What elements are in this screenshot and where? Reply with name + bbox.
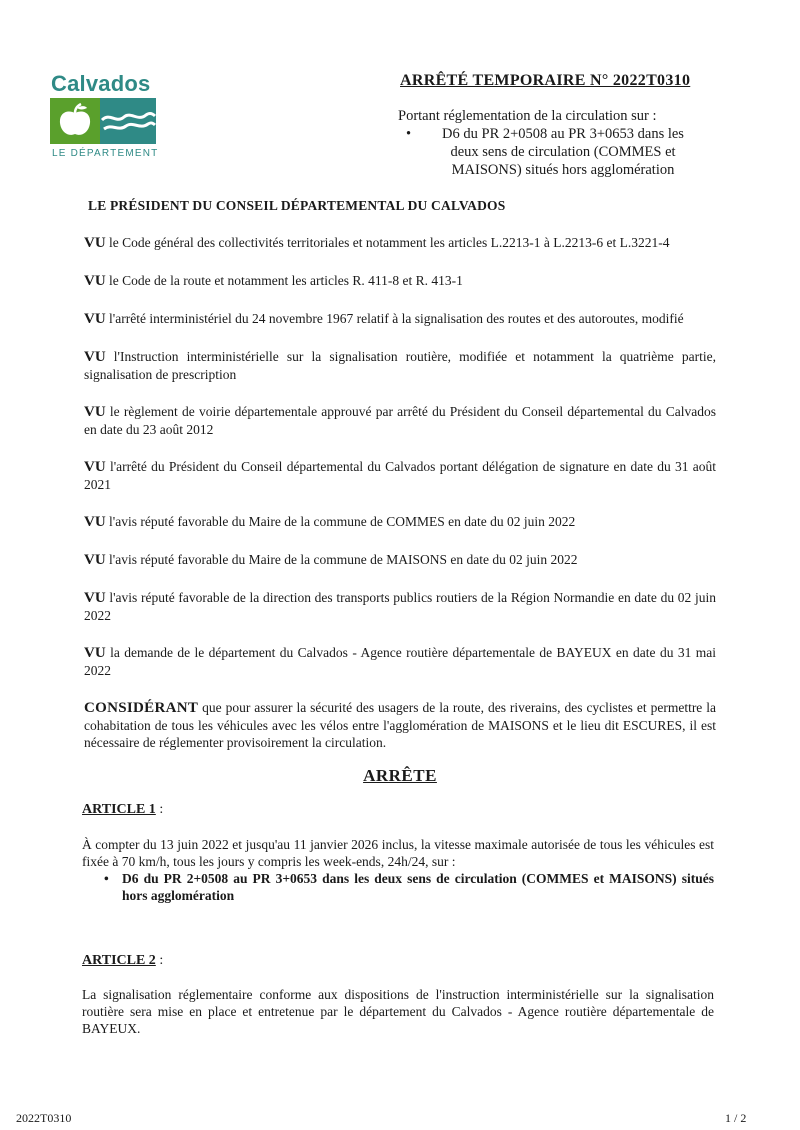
vu-item (84, 348, 716, 383)
vu-keyword: VU (84, 235, 106, 251)
vu-text: le Code de la route et notamment les articles R. 411-8 et R. 413-1 (109, 273, 463, 288)
article-2-text: La signalisation réglementaire conforme aux dispositions de l'instruction interministérielle sur la signalisation routière sera mise en place et entretenue par le département du Calvados - Agence routière départementale de BAYEUX. (82, 987, 714, 1036)
article-2-label: ARTICLE 2 (82, 953, 156, 968)
vu-text: l'avis réputé favorable du Maire de la commune de MAISONS en date du 02 juin 2022 (109, 552, 578, 567)
vu-keyword: VU (84, 590, 106, 606)
vu-text: l'avis réputé favorable de la direction des transports publics routiers de la Région Normandie en date du 02 juin 2022 (84, 590, 716, 623)
article-1-suffix: : (155, 802, 164, 817)
president-heading: LE PRÉSIDENT DU CONSEIL DÉPARTEMENTAL DU CALVADOS (88, 198, 506, 213)
vu-item (84, 272, 716, 290)
article-1-text: À compter du 13 juin 2022 et jusqu'au 11 janvier 2026 inclus, la vitesse maximale autorisée de tous les véhicules est fixée à 70 km/h, tous les jours y compris les week-ends, 24h/24, sur : (82, 837, 714, 869)
vu-text: l'arrêté interministériel du 24 novembre 1967 relatif à la signalisation des routes et des autoroutes, modifié (109, 311, 684, 326)
title-intro: Portant réglementation de la circulation sur : (398, 108, 657, 124)
vu-text: le règlement de voirie départementale approuvé par arrêté du Président du Conseil départemental du Calvados en date du 23 août 2012 (84, 404, 716, 437)
footer-reference: 2022T0310 (16, 1111, 72, 1125)
vu-text: la demande de le département du Calvados - Agence routière départementale de BAYEUX en date du 31 mai 2022 (84, 645, 716, 678)
vu-text: l'Instruction interministérielle sur la signalisation routière, modifiée et notamment la quatrième partie, signalisation de prescription (84, 349, 716, 382)
vu-item (84, 589, 716, 624)
vu-item (84, 551, 716, 569)
vu-item (84, 458, 716, 493)
bullet-icon: • (406, 126, 412, 142)
article-2-body (82, 986, 714, 1037)
considerant-keyword: CONSIDÉRANT (84, 700, 199, 716)
vu-keyword: VU (84, 645, 106, 661)
document-body (84, 234, 716, 751)
article-1-label: ARTICLE 1 (82, 802, 156, 817)
vu-keyword: VU (84, 311, 106, 327)
title-bullet-text: D6 du PR 2+0508 au PR 3+0653 dans les deux sens de circulation (COMMES et MAISONS) situés hors agglomération (442, 126, 684, 178)
document-title: ARRÊTÉ TEMPORAIRE N° 2022T0310 (400, 72, 691, 89)
article-1-bullet (104, 870, 714, 904)
vu-keyword: VU (84, 404, 106, 420)
vu-text: le Code général des collectivités territoriales et notamment les articles L.2213-1 à L.2213-6 et L.3221-4 (109, 235, 670, 250)
vu-item (84, 513, 716, 531)
footer-page-number: 1 / 2 (725, 1111, 747, 1125)
vu-item (84, 644, 716, 679)
considerant-text: que pour assurer la sécurité des usagers de la route, des riverains, des cyclistes et permettre la cohabitation de tous les véhicules avec les vélos entre l'agglomération de MAISONS et le lieu dit ESCURES, il est nécessaire de réglementer provisoirement la circulation. (84, 700, 717, 750)
title-bullet (406, 125, 718, 179)
vu-text: l'avis réputé favorable du Maire de la commune de COMMES en date du 02 juin 2022 (109, 514, 576, 529)
vu-keyword: VU (84, 349, 106, 365)
vu-keyword: VU (84, 273, 106, 289)
vu-item (84, 310, 716, 328)
article-2-heading (82, 953, 163, 969)
logo-subtitle: LE DÉPARTEMENT (52, 148, 159, 159)
vu-keyword: VU (84, 552, 106, 568)
article-1-heading (82, 802, 163, 818)
considerant-paragraph (84, 699, 716, 751)
calvados-logo (50, 72, 162, 159)
vu-text: l'arrêté du Président du Conseil départemental du Calvados portant délégation de signature en date du 31 août 2021 (84, 459, 717, 492)
logo-name: Calvados (51, 71, 151, 96)
apple-wave-logo-icon (50, 98, 156, 144)
article-1-body (82, 836, 714, 904)
article-1-bullet-text: D6 du PR 2+0508 au PR 3+0653 dans les deux sens de circulation (COMMES et MAISONS) situés hors agglomération (122, 871, 714, 903)
vu-item (84, 234, 716, 252)
bullet-icon: • (104, 871, 109, 886)
vu-keyword: VU (84, 459, 106, 475)
header-block (398, 72, 718, 179)
vu-keyword: VU (84, 514, 106, 530)
vu-item (84, 403, 716, 438)
article-2-suffix: : (155, 953, 164, 968)
arrete-heading: ARRÊTE (363, 766, 437, 785)
